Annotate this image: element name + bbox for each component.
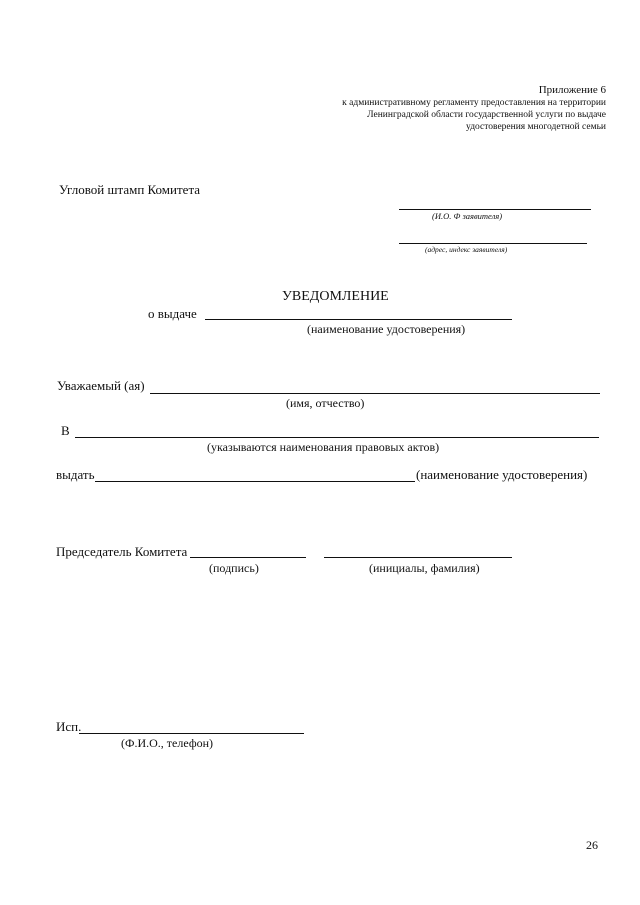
recipient-name-caption: (И.О. Ф заявителя) [432, 211, 503, 221]
page-number: 26 [586, 838, 598, 852]
appendix-line-3: удостоверения многодетной семьи [466, 122, 606, 132]
executor-caption: (Ф.И.О., телефон) [121, 736, 214, 750]
signature-line [190, 557, 306, 558]
issue-line [205, 319, 512, 320]
initials-line [324, 557, 512, 558]
appendix-title: Приложение 6 [538, 84, 606, 96]
signature-caption: (подпись) [209, 561, 259, 575]
executor-line [79, 733, 304, 734]
basis-caption: (указываются наименования правовых актов) [207, 440, 440, 454]
corner-stamp-label: Угловой штамп Комитета [59, 182, 201, 197]
notice-title: УВЕДОМЛЕНИЕ [282, 289, 389, 304]
recipient-address-caption: (адрес, индекс заявителя) [425, 245, 508, 254]
appendix-line-1: к административному регламенту предоставления на территории [342, 98, 606, 108]
recipient-name-line [399, 209, 591, 210]
greeting-line [150, 393, 600, 394]
initials-caption: (инициалы, фамилия) [369, 561, 480, 575]
grant-label: выдать [56, 467, 95, 482]
greeting-caption: (имя, отчество) [286, 396, 365, 410]
chairman-label: Председатель Комитета [56, 544, 188, 559]
appendix-line-2: Ленинградской области государственной услуги по выдаче [367, 110, 606, 120]
issue-label: о выдаче [148, 306, 197, 321]
executor-label: Исп. [56, 719, 82, 734]
basis-label: В [61, 423, 70, 438]
recipient-address-line [399, 243, 587, 244]
grant-line [95, 481, 415, 482]
grant-suffix: (наименование удостоверения) [416, 467, 588, 482]
issue-caption: (наименование удостоверения) [307, 322, 466, 336]
greeting-label: Уважаемый (ая) [57, 378, 145, 393]
basis-line [75, 437, 599, 438]
